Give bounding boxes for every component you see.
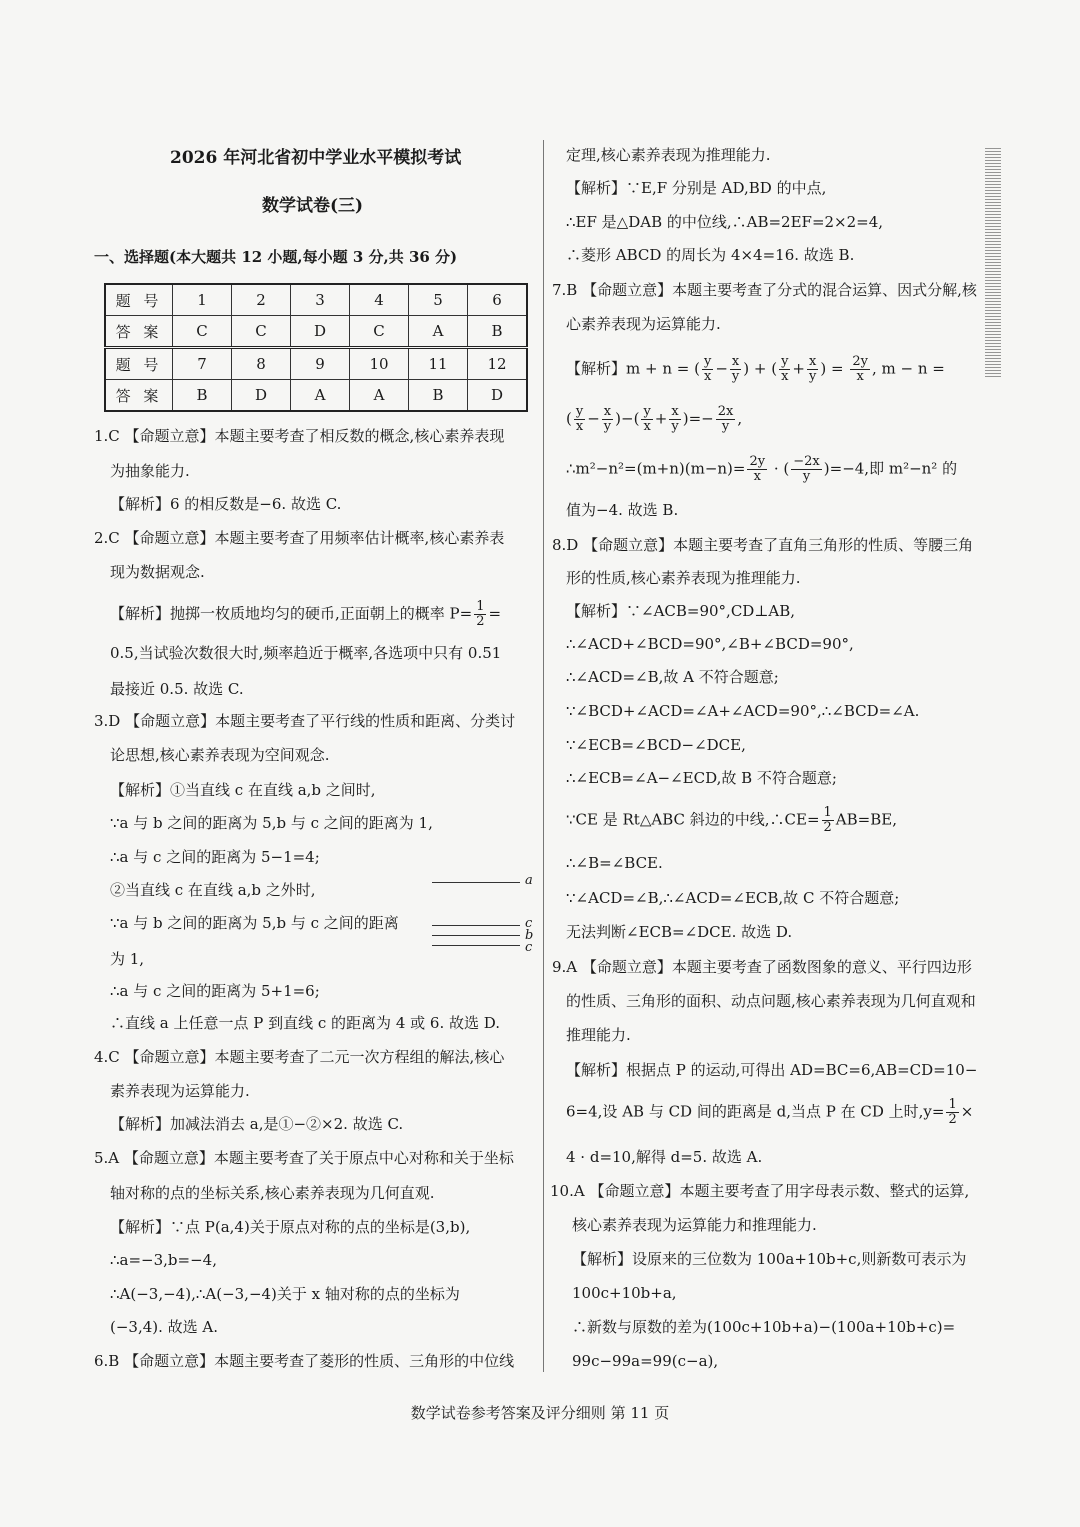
q10-intent: 10.A 【命题立意】本题主要考查了用字母表示数、整式的运算,: [550, 1182, 970, 1200]
text-line: ∴∠B=∠BCE.: [566, 854, 663, 872]
text-line: ∴新数与原数的差为(100c+10b+a)−(100a+10b+c)=: [572, 1318, 956, 1336]
table-row: [105, 348, 527, 380]
page-footer: 数学试卷参考答案及评分细则 第 11 页: [410, 1404, 670, 1422]
text-line: ∴a 与 c 之间的距离为 5+1=6;: [110, 982, 320, 1000]
cell: B: [409, 380, 468, 412]
line-a: [432, 882, 520, 883]
column-divider: [543, 140, 544, 1372]
exam-title: 2026 年河北省初中学业水平模拟考试: [170, 148, 462, 168]
text-line: 论思想,核心素养表现为空间观念.: [110, 746, 330, 764]
q5-solution: 【解析】∵点 P(a,4)关于原点对称的点的坐标是(3,b),: [110, 1218, 471, 1236]
text-line: 定理,核心素养表现为推理能力.: [566, 146, 771, 164]
text-line: 现为数据观念.: [110, 563, 205, 581]
q3-solution: 【解析】①当直线 c 在直线 a,b 之间时,: [110, 781, 376, 799]
row-label: 答 案: [105, 380, 173, 412]
q1-solution: 【解析】6 的相反数是−6. 故选 C.: [110, 495, 342, 513]
text-line-y: 6=4,设 AB 与 CD 间的距离是 d,当点 P 在 CD 上时,y= $\frac{1}{2}$ ×: [566, 1097, 974, 1127]
line-b: [432, 935, 520, 936]
cell: C: [232, 316, 291, 348]
cell: A: [291, 380, 350, 412]
text-line: 核心素养表现为运算能力和推理能力.: [572, 1216, 817, 1234]
q5-intent: 5.A 【命题立意】本题主要考查了关于原点中心对称和关于坐标: [94, 1149, 514, 1167]
q6-solution: 【解析】∵E,F 分别是 AD,BD 的中点,: [566, 179, 827, 197]
q9-intent: 9.A 【命题立意】本题主要考查了函数图象的意义、平行四边形: [552, 958, 972, 976]
line-c-upper: [432, 925, 520, 926]
cell: 5: [409, 284, 468, 316]
text-line: 素养表现为运算能力.: [110, 1082, 250, 1100]
fraction: $\frac{1}{2}$: [476, 599, 485, 629]
q7-solution-line2: ( $\frac{y}{x}$ − $\frac{x}{y}$ )−( $\frac{y}{x}$ + $\frac{x}{y}$ )=− $\frac{2x}{y}$ ,: [566, 404, 743, 434]
text-line: ∴菱形 ABCD 的周长为 4×4=16. 故选 B.: [566, 246, 855, 264]
cell: A: [350, 380, 409, 412]
text-line: ∴∠ECB=∠A−∠ECD,故 B 不符合题意;: [566, 769, 837, 787]
q1-intent: 1.C 【命题立意】本题主要考查了相反数的概念,核心素养表现: [94, 427, 505, 445]
text-line: ∴a=−3,b=−4,: [110, 1251, 217, 1269]
cell: 10: [350, 348, 409, 380]
q4-solution: 【解析】加减法消去 a,是①−②×2. 故选 C.: [110, 1115, 404, 1133]
table-row: [105, 284, 527, 316]
cell: B: [173, 380, 232, 412]
cell: 1: [173, 284, 232, 316]
text-line: 99c−99a=99(c−a),: [572, 1352, 719, 1370]
row-label: 题 号: [105, 284, 173, 316]
cell: A: [409, 316, 468, 348]
q3-intent: 3.D 【命题立意】本题主要考查了平行线的性质和距离、分类讨: [94, 712, 516, 730]
cell: 4: [350, 284, 409, 316]
text-line: 4 · d=10,解得 d=5. 故选 A.: [566, 1148, 763, 1166]
q6-intent: 6.B 【命题立意】本题主要考查了菱形的性质、三角形的中位线: [94, 1352, 515, 1370]
cell: 8: [232, 348, 291, 380]
q7-solution-line1: 【解析】m + n = ( $\frac{y}{x}$ − $\frac{x}{y}$ ) + ( $\frac{y}{x}$ + $\frac{x}{y}$ ) = $\frac{2y}{x}$ , m − n =: [566, 354, 945, 384]
line-c-lower: [432, 945, 520, 946]
text-line: 值为−4. 故选 B.: [566, 501, 679, 519]
label-c-upper: c: [525, 916, 533, 931]
text-line: ∵a 与 b 之间的距离为 5,b 与 c 之间的距离为 1,: [110, 814, 433, 832]
text-line: 形的性质,核心素养表现为推理能力.: [566, 569, 801, 587]
text-line: (−3,4). 故选 A.: [110, 1318, 219, 1336]
text-line: 的性质、三角形的面积、动点问题,核心素养表现为几何直观和: [566, 992, 976, 1010]
text-line: ∵∠ECB=∠BCD−∠DCE,: [566, 736, 746, 754]
text-line: ∵a 与 b 之间的距离为 5,b 与 c 之间的距离: [110, 914, 399, 932]
text-line-median: ∵CE 是 Rt△ABC 斜边的中线,∴CE= $\frac{1}{2}$ AB=BE,: [566, 805, 897, 835]
q7-solution-line3: ∴m²−n²=(m+n)(m−n)= $\frac{2y}{x}$ · ( $\frac{-2x}{y}$ )=−4,即 m²−n² 的: [566, 454, 958, 484]
text-line: ∵∠ACD=∠B,∴∠ACD=∠ECB,故 C 不符合题意;: [566, 889, 900, 907]
table-row: [105, 380, 527, 412]
text-line: 为抽象能力.: [110, 462, 190, 480]
cell: 12: [468, 348, 528, 380]
label-a: a: [525, 873, 533, 888]
text-line: ∵∠BCD+∠ACD=∠A+∠ACD=90°,∴∠BCD=∠A.: [566, 702, 920, 720]
text-line: 轴对称的点的坐标关系,核心素养表现为几何直观.: [110, 1184, 435, 1202]
section-heading: 一、选择题(本大题共 12 小题,每小题 3 分,共 36 分): [94, 248, 458, 266]
table-row: [105, 316, 527, 348]
cell: D: [468, 380, 528, 412]
cell: 3: [291, 284, 350, 316]
row-label: 题 号: [105, 348, 173, 380]
text-line: ∴直线 a 上任意一点 P 到直线 c 的距离为 4 或 6. 故选 D.: [110, 1014, 501, 1032]
q9-solution: 【解析】根据点 P 的运动,可得出 AD=BC=6,AB=CD=10−: [566, 1061, 978, 1079]
q8-intent: 8.D 【命题立意】本题主要考查了直角三角形的性质、等腰三角: [552, 536, 974, 554]
text-line: ∴∠ACD=∠B,故 A 不符合题意;: [566, 668, 779, 686]
cell: B: [468, 316, 528, 348]
label-b: b: [525, 928, 534, 943]
text-line: ∴EF 是△DAB 的中位线,∴AB=2EF=2×2=4,: [566, 213, 884, 231]
answer-table: [104, 283, 528, 412]
exam-subtitle: 数学试卷(三): [262, 196, 364, 216]
label-c-lower: c: [525, 940, 533, 955]
cell: C: [173, 316, 232, 348]
text-line: ∴∠ACD+∠BCD=90°,∠B+∠BCD=90°,: [566, 635, 854, 653]
text-line: 0.5,当试验次数很大时,频率趋近于概率,各选项中只有 0.51: [110, 644, 502, 662]
text-line: 无法判断∠ECB=∠DCE. 故选 D.: [566, 923, 793, 941]
text-line: ∴A(−3,−4),∴A(−3,−4)关于 x 轴对称的点的坐标为: [110, 1285, 460, 1303]
text-line: 最接近 0.5. 故选 C.: [110, 680, 244, 698]
cell: D: [232, 380, 291, 412]
q7-intent: 7.B 【命题立意】本题主要考查了分式的混合运算、因式分解,核: [552, 281, 977, 299]
q8-solution: 【解析】∵∠ACB=90°,CD⊥AB,: [566, 602, 796, 620]
scan-edge-strip: [985, 148, 1001, 378]
text-line: 为 1,: [110, 950, 145, 968]
row-label: 答 案: [105, 316, 173, 348]
text-line: 心素养表现为运算能力.: [566, 315, 721, 333]
cell: 9: [291, 348, 350, 380]
text-line: 推理能力.: [566, 1026, 631, 1044]
q2-intent: 2.C 【命题立意】本题主要考查了用频率估计概率,核心素养表: [94, 529, 505, 547]
cell: C: [350, 316, 409, 348]
text-line: ②当直线 c 在直线 a,b 之外时,: [110, 881, 316, 899]
text-line: 100c+10b+a,: [572, 1284, 677, 1302]
q4-intent: 4.C 【命题立意】本题主要考查了二元一次方程组的解法,核心: [94, 1048, 505, 1066]
cell: 7: [173, 348, 232, 380]
text-line: ∴a 与 c 之间的距离为 5−1=4;: [110, 848, 320, 866]
cell: 2: [232, 284, 291, 316]
cell: D: [291, 316, 350, 348]
q10-solution: 【解析】设原来的三位数为 100a+10b+c,则新数可表示为: [572, 1250, 967, 1268]
cell: 6: [468, 284, 528, 316]
cell: 11: [409, 348, 468, 380]
q2-solution: 【解析】抛掷一枚质地均匀的硬币,正面朝上的概率 P= $\frac{1}{2}$ =: [110, 599, 502, 629]
